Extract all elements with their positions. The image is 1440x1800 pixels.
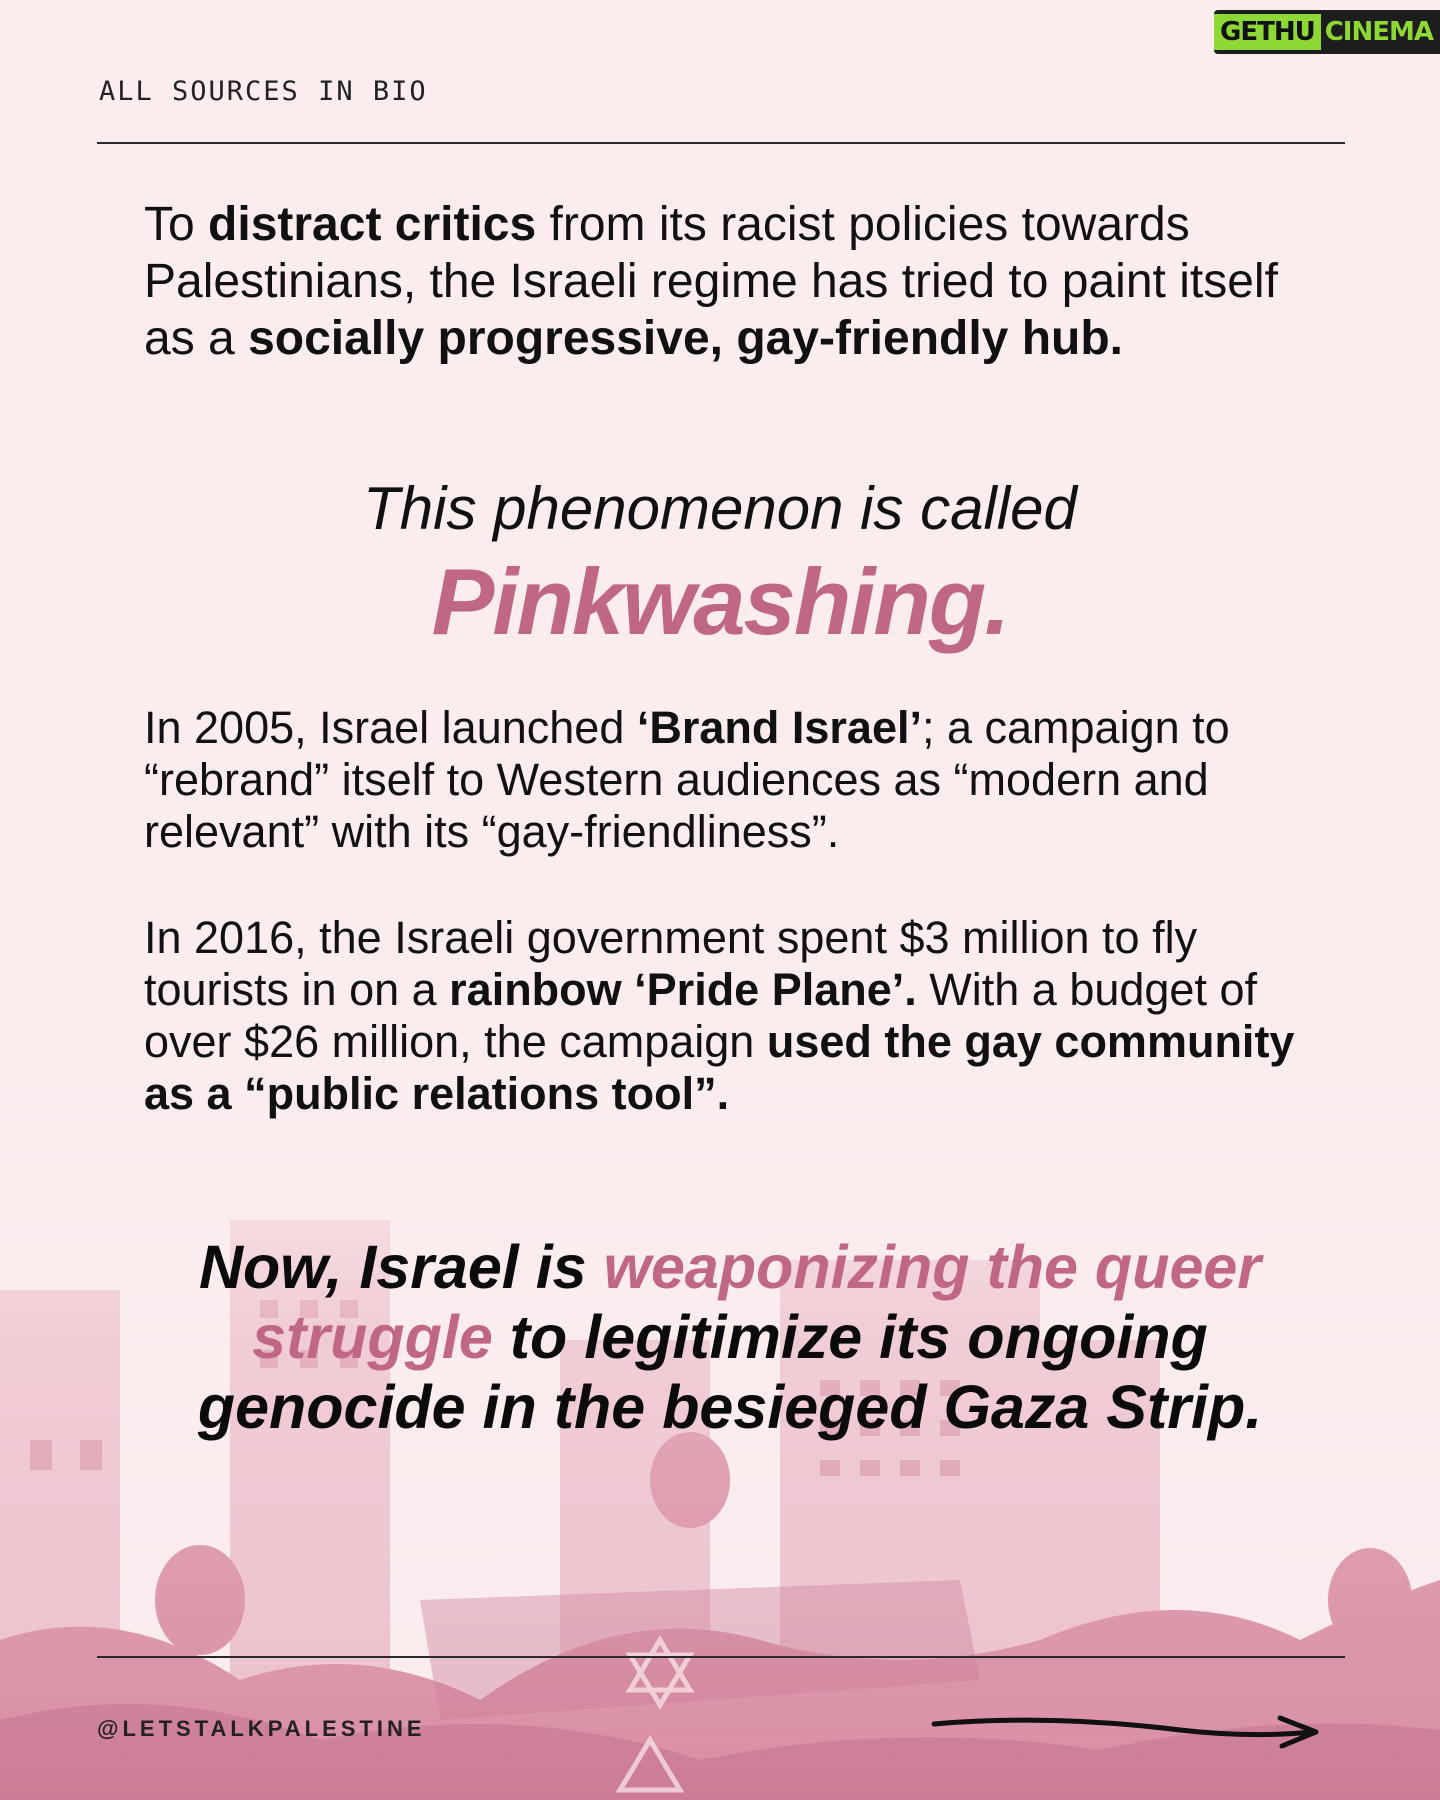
intro-bold-2: socially progressive, gay-friendly hub.: [248, 312, 1124, 365]
brand-bold-1: ‘Brand Israel’: [636, 702, 922, 753]
author-handle: @LETSTALKPALESTINE: [97, 1716, 426, 1741]
headline-pink-text: weaponizing the queer struggle: [252, 1233, 1262, 1371]
brand-text-1: In 2005, Israel launched: [144, 702, 637, 753]
intro-text-1: To: [144, 198, 209, 251]
pride-plane-paragraph: [144, 912, 1304, 1120]
sources-note: ALL SOURCES IN BIO: [99, 76, 428, 107]
brand-israel-paragraph: [144, 702, 1304, 858]
callout-term: Pinkwashing.: [431, 549, 1009, 654]
headline-statement: [140, 1232, 1320, 1442]
headline-text-1: Now, Israel is: [198, 1233, 604, 1301]
headline-text-2: to legitimize its ongoing genocide in the besieged Gaza Strip.: [197, 1303, 1263, 1441]
logo-text-cinema: CINEMA: [1324, 17, 1433, 47]
next-arrow-icon[interactable]: [930, 1700, 1330, 1760]
gethu-cinema-logo: [1214, 10, 1440, 54]
pride-bold-1: rainbow ‘Pride Plane’.: [449, 964, 917, 1015]
intro-text-2: from its racist policies towards Palestinians, the Israeli regime has tried to paint itself as a: [144, 198, 1278, 365]
top-divider: [97, 142, 1345, 144]
brand-text-2: ; a campaign to “rebrand” itself to Western audiences as “modern and relevant” with its “gay-friendliness”.: [144, 702, 1230, 857]
bottom-divider: [97, 1656, 1345, 1658]
pride-bold-2: used the gay community as a “public relations tool”.: [144, 1016, 1295, 1119]
intro-bold-1: distract critics: [208, 198, 537, 251]
callout-prefix: This phenomenon is called: [363, 475, 1077, 542]
logo-text-gethu: GETHU: [1214, 14, 1321, 50]
pride-text-2: With a budget of over $26 million, the campaign: [144, 964, 1257, 1067]
pride-text-1: In 2016, the Israeli government spent $3 million to fly tourists in on a: [144, 912, 1198, 1015]
intro-paragraph: [144, 196, 1304, 367]
